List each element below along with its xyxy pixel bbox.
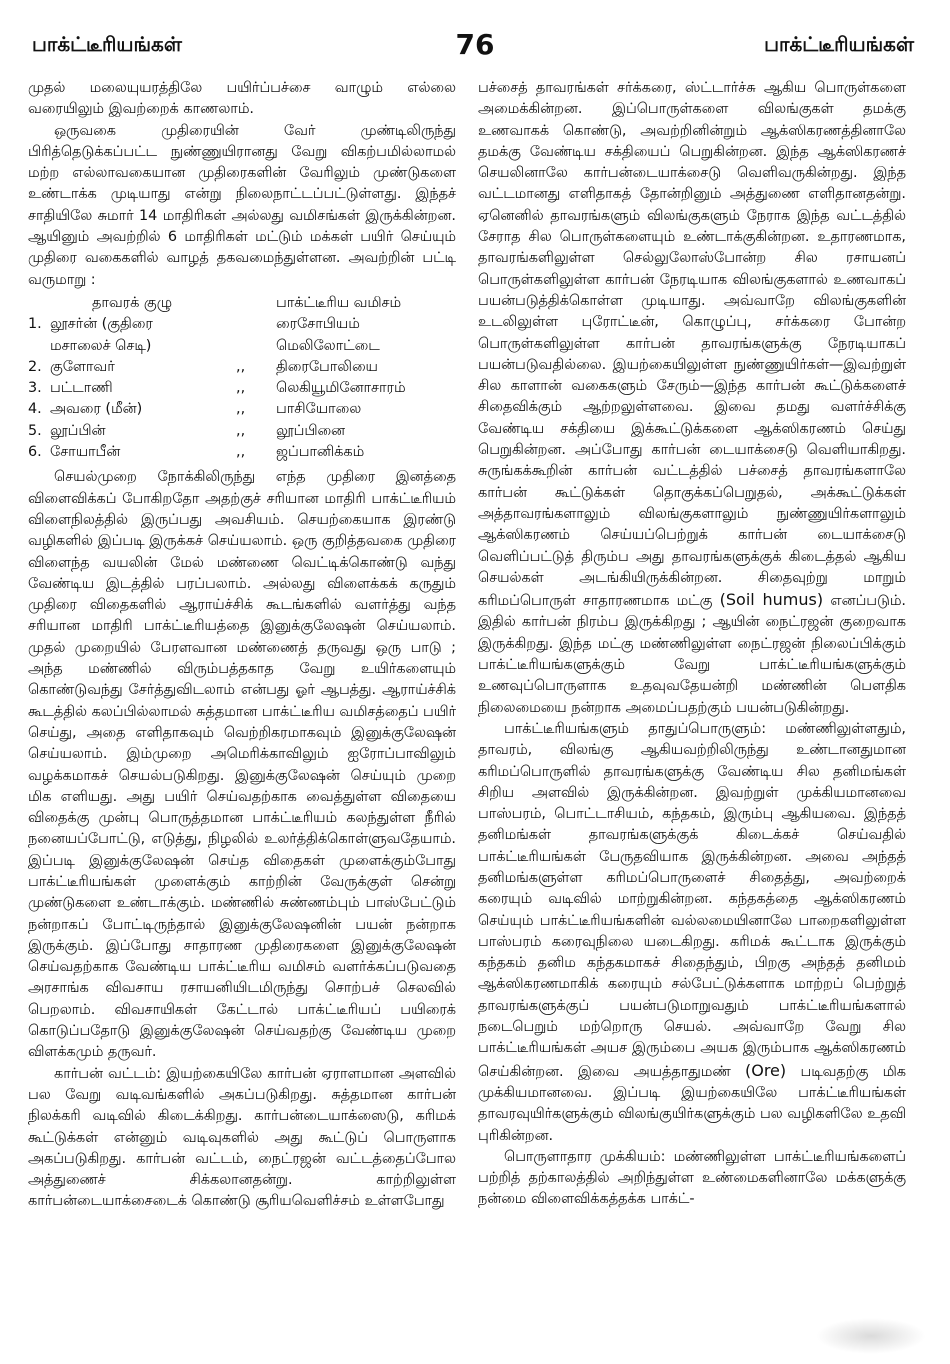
section-heading: பொருளாதார முக்கியம்: — [504, 1148, 666, 1165]
table-header-row — [28, 293, 456, 314]
plant-group-cell — [28, 336, 236, 357]
page-header — [20, 28, 930, 68]
paragraph-text: மண்ணிலுள்ள பாக்ட்டீரியங்களைப் பற்றித் தற்காலத்தில் அறிந்துள்ள உண்மைகளினாலே மக்களுக்கு நன்மை விளைவிக்கத்தக்க பாக்ட்- — [478, 1148, 906, 1208]
row-number: 2. — [28, 358, 42, 375]
paragraph — [478, 1147, 906, 1211]
table-row — [28, 442, 456, 463]
paragraph-text: படிவதற்கு மிக முக்கியமானவை. இப்படி இயற்கையிலே பாக்ட்டீரியங்கள் தாவரவுயிர்களுக்கும் விலங்குயிர்களுக்கும் பல வழிகளிலே உதவி புரிகின்றன. — [478, 1063, 907, 1144]
paragraph-text: பச்சைத் தாவரங்கள் சர்க்கரை, ஸ்ட்டார்ச்சு ஆகிய பொருள்களை அமைக்கின்றன. இப்பொருள்களை விலங்குகள் தமக்கு உணவாகக் கொண்டு, அவற்றினின்றும் ஆக்ஸிகரணத்தினாலே தமக்கு வேண்டிய சக்தியைப் பெறுகின்றன. இந்த ஆக்ஸிகரணச் செயலினாலே கார்பன்டையாக்சைடு வெளிவருகின்றது. இந்த வட்டமானது எளிதாகத் தோன்றினும் அத்துணை எளிதானதன்று. ஏனெனில் தாவரங்களும் விலங்குகளும் நேராக இந்த வட்டத்தில் சேராத சில பொருள்களையும் உண்டாக்குகின்றன. உதாரணமாக, தாவரங்களிலுள்ள செல்லுலோஸ்போன்ற சில ரசாயனப் பொருள்களிலுள்ள கார்பன் நேரடியாக விலங்குகளால் உணவாகப் பயன்படுத்திக்கொள்ள முடியாது. அவ்வாறே விலங்குகளின் உடலிலுள்ள புரோட்டீன், கொழுப்பு, சர்க்கரை போன்ற பொருள்களிலுள்ள கார்பன் தாவரங்களுக்கு நேரடியாகப் பயன்படுவதில்லை. இயற்கையிலுள்ள நுண்ணுயிர்கள்—இவற்றுள் சில காளான் வகைகளும் சேரும்—இந்த கார்பன் கூட்டுக்களைச் சிதைவிக்கும் ஆற்றலுள்ளவை. இவை தமது வளர்ச்சிக்கு வேண்டிய சக்தியை இக்கூட்டுக்களை ஆக்ஸிகரணம் செய்து பெறுகின்றன. அப்போது கார்பன் டையாக்சைடு வெளியாகிறது. சுருங்கக்கூறின் கார்பன் வட்டத்தில் பச்சைத் தாவரங்களாலே கார்பன் கூட்டுக்கள் தொகுக்கப்பெறுதல், அக்கூட்டுக்கள் அத்தாவரங்களாலும் விலங்குகளாலும் நுண்ணுயிர்களாலும் ஆக்ஸிகரணம் செய்யப்பெற்றுக் கார்பன் டையாக்சைடு வெளிப்பட்டுத் திரும்ப அது தாவரங்களுக்குக் கிடைத்தல் ஆகிய செயல்கள் அடங்கியிருக்கின்றன. சிதைவுற்று மாறும் கரிமப்பொருள் சாதாரணமாக மட்கு — [478, 80, 906, 610]
paragraph-text: எனப்படும். இதில் கார்பன் நிரம்ப இருக்கிறது ; ஆயின் நைட்ரஜன் குறைவாக இருக்கிறது. இந்த மட்கு மண்ணிலுள்ள நைட்ரஜன் நிலைப்பிக்கும் பாக்ட்டீரியங்களுக்கும் வேறு பாக்ட்டீரியங்களுக்கும் உணவுப்பொருளாக உதவுவதேயன்றி மண்ணின் பௌதிக நிலைமையை நன்றாக அமைப்பதற்கும் பயன்படுகின்றது. — [478, 593, 906, 716]
plant-name: லூசர்ன் (குதிரை — [50, 316, 153, 333]
ditto-mark: ,, — [236, 401, 246, 418]
paragraph-text: இயற்கையிலே கார்பன் ஏராளமான அளவில் பல வேறு வடிவங்களில் அகப்படுகிறது. சுத்தமான கார்பன் நிலக்கரி வடிவில் கிடைக்கிறது. கார்பன்டையாக்ஸைடு, கரிமக் கூட்டுக்கள் என்னும் வடிவுகளில் அது கூட்டுப் பொருளாக அகப்படுகிறது. கார்பன் வட்டம், நைட்ரஜன் வட்டத்தைப்போல அத்துணைச் சிக்கலானதன்று. காற்றிலுள்ள கார்பன்டையாக்சைடைக் கொண்டு சூரியவெளிச்சம் உள்ளபோது — [28, 1065, 456, 1210]
bacteria-species-cell: லெகியூமினோசாரம் — [276, 380, 406, 397]
right-column — [478, 78, 906, 1211]
plant-group-cell — [28, 399, 236, 420]
ditto-mark — [236, 314, 276, 335]
plant-group-cell — [28, 314, 236, 335]
paragraph: ஒருவகை முதிரையின் வேர் முண்டிலிருந்து பிரித்தெடுக்கப்பட்ட நுண்ணுயிரானது வேறு விகற்பமில்லாமல் மற்ற எல்லாவகையான முதிரைகளின் வேரிலும் முண்டுகளை உண்டாக்க முடியாது என்று நிலைநாட்டப்பட்டுள்ளது. இந்தச் சாதியிலே சுமார் 14 மாதிரிகள் அல்லது வமிசங்கள் இருக்கின்றன. ஆயினும் அவற்றில் 6 மாதிரிகள் மட்டும் மக்கள் பயிர் செய்யும் முதிரை வகைகளில் வாழத் தகவமைந்துள்ளன. அவற்றின் பட்டி வருமாறு : — [28, 122, 456, 288]
plant-name: லூப்பின் — [50, 422, 106, 439]
plant-name: மசாலைச் செடி) — [50, 337, 152, 354]
bacteria-species-cell: லூப்பினை — [276, 422, 346, 439]
ditto-mark: ,, — [236, 422, 246, 439]
table-row — [28, 336, 456, 357]
ditto-mark: ,, — [236, 358, 246, 375]
running-title-right: பாக்ட்டீரியங்கள் — [764, 32, 914, 56]
plant-group-cell — [28, 378, 236, 399]
row-number: 5. — [28, 422, 42, 439]
paragraph — [28, 1064, 456, 1213]
plant-bacteria-table — [28, 293, 456, 463]
bacteria-species-cell: மெலிலோட்டை — [276, 337, 380, 354]
english-term: (Ore) — [744, 1060, 787, 1080]
plant-group-cell — [28, 357, 236, 378]
row-number: 3. — [28, 380, 42, 397]
plant-group-cell — [28, 442, 236, 463]
plant-name: அவரை (மீன்) — [50, 401, 143, 418]
bacteria-species-cell: ரைசோபியம் — [276, 316, 360, 333]
english-term: (Soil humus) — [719, 590, 824, 610]
paragraph-text: மண்ணிலுள்ளதும், தாவரம், விலங்கு ஆகியவற்றிலிருந்து உண்டானதுமான கரிமப்பொருளில் தாவரங்களுக்கு வேண்டிய சில தனிமங்கள் சிறிய அளவில் இருக்கின்றன. இவற்றுள் முக்கியமானவை பாஸ்பரம், பொட்டாசியம், கந்தகம், இரும்பு ஆகியவை. இந்தத் தனிமங்கள் தாவரங்களுக்குக் கிடைக்கச் செய்வதில் பாக்ட்டீரியங்கள் பேருதவியாக இருக்கின்றன. அவை அந்தத் தனிமங்களுள்ள கரிமப்பொருளைச் சிதைத்து, அவற்றைக் கரையும் வடிவில் மாற்றுகின்றன. கந்தகத்தை ஆக்ஸிகரணம் செய்யும் பாக்ட்டீரியங்களின் வல்லமையினாலே பாறைகளிலுள்ள பாஸ்பரம் கரைவுநிலை யடைகிறது. கரிமக் கூட்டாக இருக்கும் கந்தகம் தனிம கந்தகமாகச் சிதைந்தும், பிறகு அந்தத் தனிமம் ஆக்ஸிகரணமாகிக் கரையும் சல்பேட்டுக்களாக மாற்றப் பெற்றுத் தாவரங்களுக்குப் பயன்படுமாறுவதும் பாக்ட்டீரியங்களால் நடைபெறும் மற்றொரு செயல். அவ்வாறே வேறு சில பாக்ட்டீரியங்கள் அயச இரும்பை அயக இரும்பாக ஆக்ஸிகரணம் செய்கின்றன. இவை அயத்தாதுமண் — [478, 720, 906, 1080]
table-row — [28, 399, 456, 420]
page-number: 76 — [455, 28, 495, 61]
plant-name: சோயாபீன் — [50, 444, 121, 461]
table-row — [28, 314, 456, 335]
paragraph — [478, 78, 906, 719]
section-heading: கார்பன் வட்டம்: — [54, 1065, 162, 1082]
scan-smudge — [816, 1318, 926, 1354]
running-title-left: பாக்ட்டீரியங்கள் — [32, 32, 182, 56]
table-header-bacteria-species: பாக்ட்டீரிய வமிசம் — [276, 294, 402, 311]
paragraph: முதல் மலையுயரத்திலே பயிர்ப்பச்சை வாழும் எல்லை வரையிலும் இவற்றைக் காணலாம். — [28, 80, 456, 118]
ditto-mark: ,, — [236, 444, 246, 461]
bacteria-species-cell: திரைபோலியை — [276, 358, 378, 375]
row-number: 1. — [28, 316, 42, 333]
bacteria-species-cell: பாசியோலை — [276, 401, 362, 418]
row-number: 6. — [28, 444, 42, 461]
table-row — [28, 357, 456, 378]
left-column — [28, 78, 456, 1213]
plant-group-cell — [28, 421, 236, 442]
paragraph: செயல்முறை நோக்கிலிருந்து எந்த முதிரை இனத்தை விளைவிக்கப் போகிறதோ அதற்குச் சரியான மாதிரி பாக்ட்டீரியம் விளைநிலத்தில் இருப்பது அவசியம். செயற்கையாக இரண்டு வழிகளில் இப்படி இருக்கச் செய்யலாம். ஒரு குறித்தவகை முதிரை விளைந்த வயலின் மேல் மண்ணை வெட்டிக்கொண்டு வந்து வேண்டிய இடத்தில் பரப்பலாம். அல்லது விளைக்கக் கருதும் முதிரை விதைகளில் ஆராய்ச்சிக் கூடங்களில் வளர்த்து வந்த சரியான மாதிரி பாக்ட்டீரியத்தை இனுக்குலேஷன் செய்யலாம். முதல் முறையில் பேரளவான மண்ணைத் தருவது ஒரு பாடு ; அந்த மண்ணில் விரும்பத்தகாத வேறு உயிர்களையும் கொண்டுவந்து சேர்த்துவிடலாம் என்பது ஓர் ஆபத்து. ஆராய்ச்சிக் கூடத்தில் கலப்பில்லாமல் சுத்தமான பாக்ட்டீரிய வமிசத்தைப் பயிர் செய்து, அதை எளிதாகவும் வெற்றிகரமாகவும் இனுக்குலேஷன் செய்யலாம். இம்முறை அமெரிக்காவிலும் ஐரோப்பாவிலும் வழக்கமாகச் செயல்படுகிறது. இனுக்குலேஷன் செய்யும் முறை மிக எளியது. அது பயிர் செய்வதற்காக வைத்துள்ள விதையை விதைக்கு முன்பு பொருத்தமான பாக்ட்டீரியம் கலந்துள்ள நீரில் நனையப்போட்டு, எடுத்து, நிழலில் உலர்த்திக்கொள்ளுவதேயாம். இப்படி இனுக்குலேஷன் செய்த விதைகள் முளைக்கும்போது பாக்ட்டீரியங்கள் முளைக்கும் காற்றின் வேருக்குள் சென்று முண்டுகளை உண்டாக்கும். மண்ணில் சுண்ணம்பும் பாஸ்பேட்டும் நன்றாகப் போட்டிருந்தால் இனுக்குலேஷனின் பயன் நன்றாக இருக்கும். இப்போது சாதாரண முதிரைகளை இனுக்குலேஷன் செய்வதற்காக வேண்டிய பாக்ட்டீரிய வமிசம் வளர்க்கப்படுவதை அரசாங்க விவசாய ரசாயனியிடமிருந்து சொற்பச் செலவில் பெறலாம். விவசாயிகள் கேட்டால் பாக்ட்டீரியப் பயிரைக் கொடுப்பதோடு இனுக்குலேஷன் செய்வதற்கு வேண்டிய முறை விளக்கமும் தருவர். — [28, 469, 456, 1061]
table-header-plant-group: தாவரக் குழு — [92, 294, 172, 311]
table-row — [28, 421, 456, 442]
ditto-mark: ,, — [236, 380, 246, 397]
plant-name: பட்டாணி — [50, 380, 113, 397]
paragraph — [478, 719, 906, 1147]
ditto-mark — [236, 336, 276, 357]
plant-name: குளோவர் — [50, 358, 115, 375]
table-row — [28, 378, 456, 399]
bacteria-species-cell: ஜப்பானிக்கம் — [276, 444, 365, 461]
row-number: 4. — [28, 401, 42, 418]
section-heading: பாக்ட்டீரியங்களும் தாதுப்பொருளும்: — [504, 720, 767, 737]
